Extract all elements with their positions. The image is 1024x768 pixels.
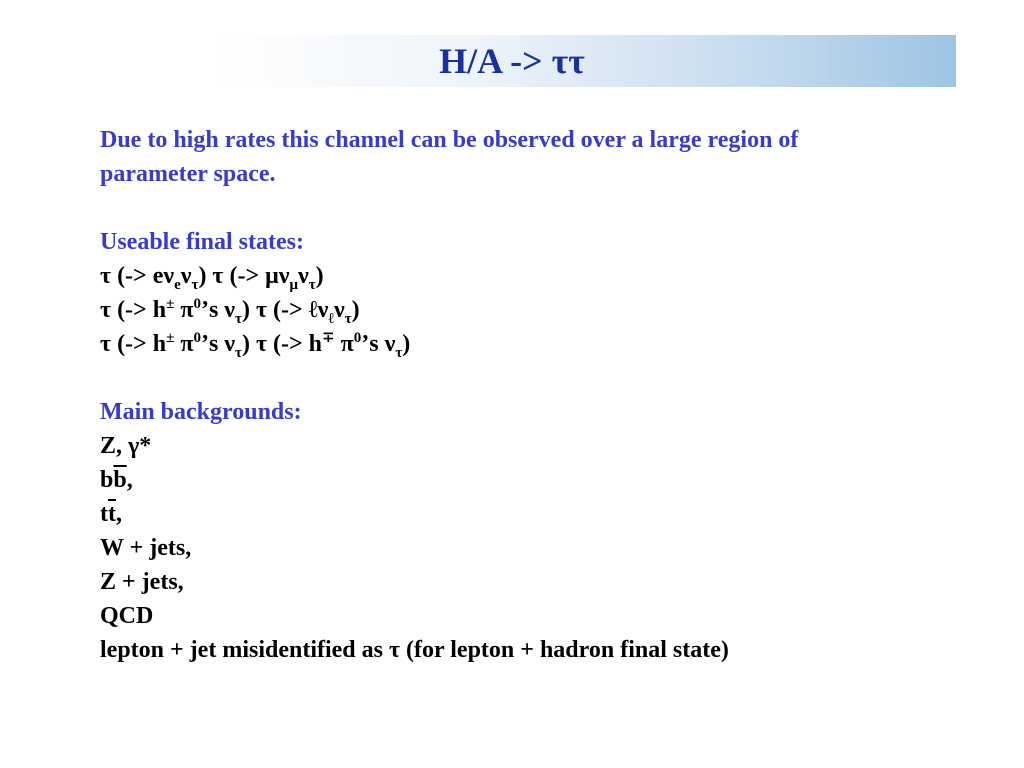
background-z-gamma: Z, γ* <box>100 433 152 459</box>
text-part: ) <box>402 331 411 357</box>
background-w-jets: W + jets, <box>100 535 192 561</box>
text-part: , <box>116 501 122 527</box>
intro-line-1: Due to high rates this channel can be observed over a large region of <box>100 127 799 153</box>
antiquark-b: $\overline{b}$ <box>113 467 127 493</box>
subscript: e <box>174 276 181 293</box>
text-part: ) τ (-> h <box>241 331 323 357</box>
superscript: ± <box>166 296 175 312</box>
text-part: ’s ν <box>200 331 236 357</box>
subscript: τ <box>235 344 242 361</box>
text-part: ) <box>351 297 360 323</box>
subscript: τ <box>191 276 199 293</box>
background-fake-tau: lepton + jet misidentified as τ (for lepton + hadron final state) <box>100 637 729 663</box>
superscript: 0 <box>353 330 362 346</box>
slide-body <box>100 123 960 667</box>
subscript: μ <box>289 276 298 293</box>
text-part: ν <box>334 297 345 323</box>
final-states-heading: Useable final states: <box>100 229 304 255</box>
subscript: τ <box>395 344 403 361</box>
text-part: ν <box>298 263 309 289</box>
background-ttbar <box>100 497 960 531</box>
text-part: π <box>174 331 194 357</box>
antiquark-t: $\overline{t}$ <box>108 501 116 527</box>
superscript: 0 <box>193 330 201 346</box>
spacer <box>100 191 960 225</box>
text-part: b <box>100 467 114 493</box>
subscript: ℓ <box>328 310 335 327</box>
background-z-jets: Z + jets, <box>100 569 184 595</box>
text-part: , <box>126 467 133 493</box>
text-part: ) τ (-> μν <box>198 263 290 289</box>
superscript: 0 <box>193 296 201 312</box>
text-part: τ (-> eν <box>100 263 175 289</box>
text-part: ’s ν <box>200 297 236 323</box>
superscript: ∓ <box>322 330 335 346</box>
text-part: ’s ν <box>361 331 396 357</box>
background-qcd: QCD <box>100 603 154 629</box>
text-part: τ (-> h <box>100 297 167 323</box>
subscript: τ <box>235 310 242 327</box>
final-state-hadronic <box>100 327 960 361</box>
subscript: τ <box>308 276 316 293</box>
final-state-semileptonic <box>100 293 960 327</box>
intro-line-2: parameter space. <box>100 161 276 187</box>
text-part: π <box>174 297 194 323</box>
text-part: t <box>100 501 108 527</box>
superscript: ± <box>166 330 175 346</box>
backgrounds-heading: Main backgrounds: <box>100 399 302 425</box>
text-part: ) <box>315 263 324 289</box>
text-part: ν <box>180 263 192 289</box>
background-bbbar <box>100 463 960 497</box>
spacer <box>100 361 960 395</box>
slide-title: H/A -> ττ <box>439 41 585 81</box>
subscript: τ <box>344 310 352 327</box>
text-part: τ (-> h <box>100 331 167 357</box>
text-part: π <box>334 331 354 357</box>
text-part: ) τ (-> ℓν <box>241 297 329 323</box>
final-state-leptonic <box>100 259 960 293</box>
